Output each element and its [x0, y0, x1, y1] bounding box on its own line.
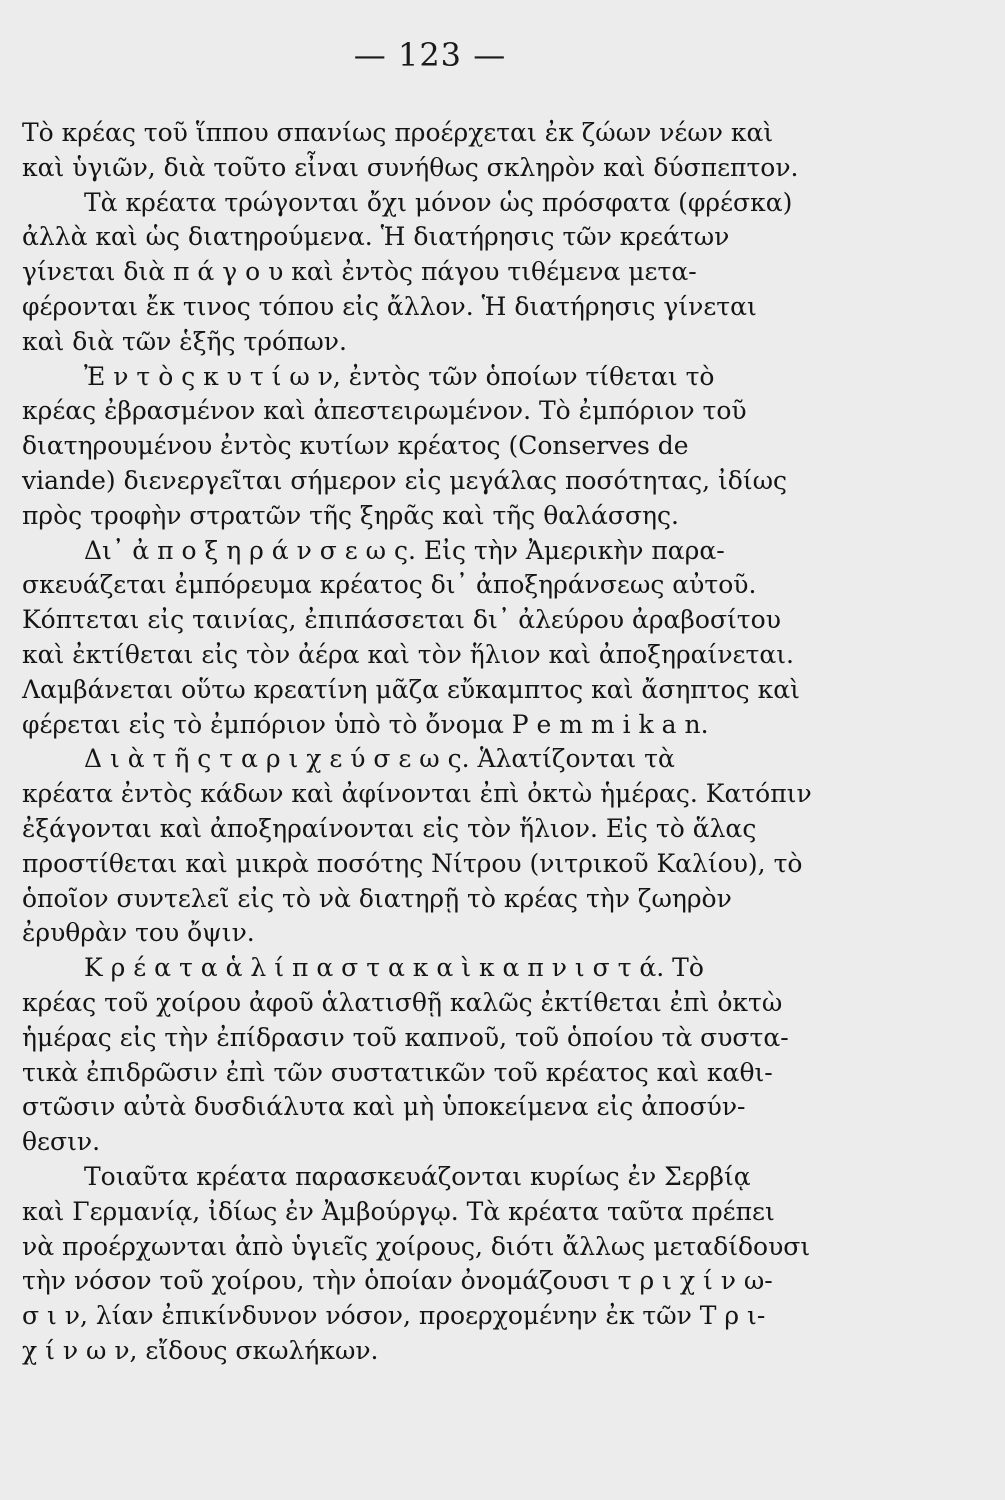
text-line: viande) διενεργεῖται σήμερον εἰς μεγάλας ποσότητας, ἰδίως [22, 465, 788, 495]
text-line: διατηρουμένου ἐντὸς κυτίων κρέατος (Conserves de [22, 431, 689, 461]
text-line: προστίθεται καὶ μικρὰ ποσότης Νίτρου (νιτρικοῦ Καλίου), τὸ [22, 848, 803, 878]
text-line: κρέας ἐβρασμένον καὶ ἀπεστειρωμένον. Τὸ ἐμπόριον τοῦ [22, 396, 747, 426]
text-line: καὶ διὰ τῶν ἑξῆς τρόπων. [22, 326, 347, 356]
text-line: τικὰ ἐπιδρῶσιν ἐπὶ τῶν συστατικῶν τοῦ κρέατος καὶ καθι- [22, 1057, 773, 1087]
text-line: ἡμέρας εἰς τὴν ἐπίδρασιν τοῦ καπνοῦ, τοῦ ὁποίου τὰ συστα- [22, 1022, 789, 1052]
text-line: Τὰ κρέατα τρώγονται ὄχι μόνον ὡς πρόσφατα (φρέσκα) [84, 187, 793, 217]
text-line: Τὸ κρέας τοῦ ἵππου σπανίως προέρχεται ἐκ ζώων νέων καὶ [22, 118, 774, 147]
text-line: φέρεται εἰς τὸ ἐμπόριον ὑπὸ τὸ ὄνομα P e m m i k a n. [22, 709, 709, 739]
text-line: καὶ Γερμανίᾳ, ἰδίως ἐν Ἀμβούργῳ. Τὰ κρέατα ταῦτα πρέπει [22, 1196, 775, 1226]
text-line: θεσιν. [22, 1127, 101, 1157]
text-line: Λαμβάνεται οὕτω κρεατίνη μᾶζα εὔκαμπτος καὶ ἄσηπτος καὶ [22, 674, 800, 704]
text-line: Δ ι ὰ τ ῆ ς τ α ρ ι χ ε ύ σ ε ω ς. Ἁλατίζονται τὰ [84, 744, 675, 774]
text-line: κρέατα ἐντὸς κάδων καὶ ἀφίνονται ἐπὶ ὀκτὼ ἡμέρας. Κατόπιν [22, 779, 812, 809]
text-line: σ ι ν, λίαν ἐπικίνδυνον νόσον, προερχομένην ἐκ τῶν Τ ρ ι- [22, 1301, 766, 1331]
text-line: Τοιαῦτα κρέατα παρασκευάζονται κυρίως ἐν Σερβίᾳ [84, 1161, 751, 1191]
text-line: στῶσιν αὐτὰ δυσδιάλυτα καὶ μὴ ὑποκείμενα εἰς ἀποσύν- [22, 1092, 746, 1122]
text-line: χ ί ν ω ν, εἴδους σκωλήκων. [22, 1335, 379, 1365]
text-line: τὴν νόσον τοῦ χοίρου, τὴν ὁποίαν ὀνομάζουσι τ ρ ι χ ί ν ω- [22, 1266, 773, 1296]
text-line: καὶ ὑγιῶν, διὰ τοῦτο εἶναι συνήθως σκληρὸν καὶ δύσπεπτον. [22, 152, 799, 182]
text-line: πρὸς τροφὴν στρατῶν τῆς ξηρᾶς καὶ τῆς θαλάσσης. [22, 500, 679, 530]
text-line: καὶ ἐκτίθεται εἰς τὸν ἀέρα καὶ τὸν ἥλιον καὶ ἀποξηραίνεται. [22, 639, 794, 669]
text-line: σκευάζεται ἐμπόρευμα κρέατος δι᾽ ἀποξηράνσεως αὐτοῦ. [22, 570, 757, 600]
text-line: νὰ προέρχωνται ἀπὸ ὑγιεῖς χοίρους, διότι ἄλλως μεταδίδουσι [22, 1231, 811, 1261]
text-line: ὁποῖον συντελεῖ εἰς τὸ νὰ διατηρῇ τὸ κρέας τὴν ζωηρὸν [22, 883, 732, 913]
text-line: Ἐ ν τ ὸ ς κ υ τ ί ω ν, ἐντὸς τῶν ὁποίων τίθεται τὸ [84, 361, 715, 391]
text-line: γίνεται διὰ π ά γ ο υ καὶ ἐντὸς πάγου τιθέμενα μετα- [22, 257, 697, 287]
text-line: κρέας τοῦ χοίρου ἀφοῦ ἁλατισθῇ καλῶς ἐκτίθεται ἐπὶ ὀκτὼ [22, 987, 783, 1017]
text-line: φέρονται ἔκ τινος τόπου εἰς ἄλλον. Ἡ διατήρησις γίνεται [22, 291, 757, 321]
text-line: Δι᾽ ἀ π ο ξ η ρ ά ν σ ε ω ς. Εἰς τὴν Ἀμερικὴν παρα- [84, 535, 725, 565]
text-line: ἐρυθρὰν του ὄψιν. [22, 918, 255, 948]
text-line: ἐξάγονται καὶ ἀποξηραίνονται εἰς τὸν ἥλιον. Εἰς τὸ ἅλας [22, 813, 757, 843]
text-line: ἀλλὰ καὶ ὡς διατηρούμενα. Ἡ διατήρησις τῶν κρεάτων [22, 222, 730, 252]
body-text [22, 116, 862, 1369]
text-line: Κ ρ έ α τ α ἁ λ ί π α σ τ α κ α ὶ κ α π ν ι σ τ ά. Τὸ [84, 953, 704, 983]
text-line: Κόπτεται εἰς ταινίας, ἐπιπάσσεται δι᾽ ἀλεύρου ἀραβοσίτου [22, 605, 781, 635]
page-number: — 123 — [353, 36, 507, 74]
